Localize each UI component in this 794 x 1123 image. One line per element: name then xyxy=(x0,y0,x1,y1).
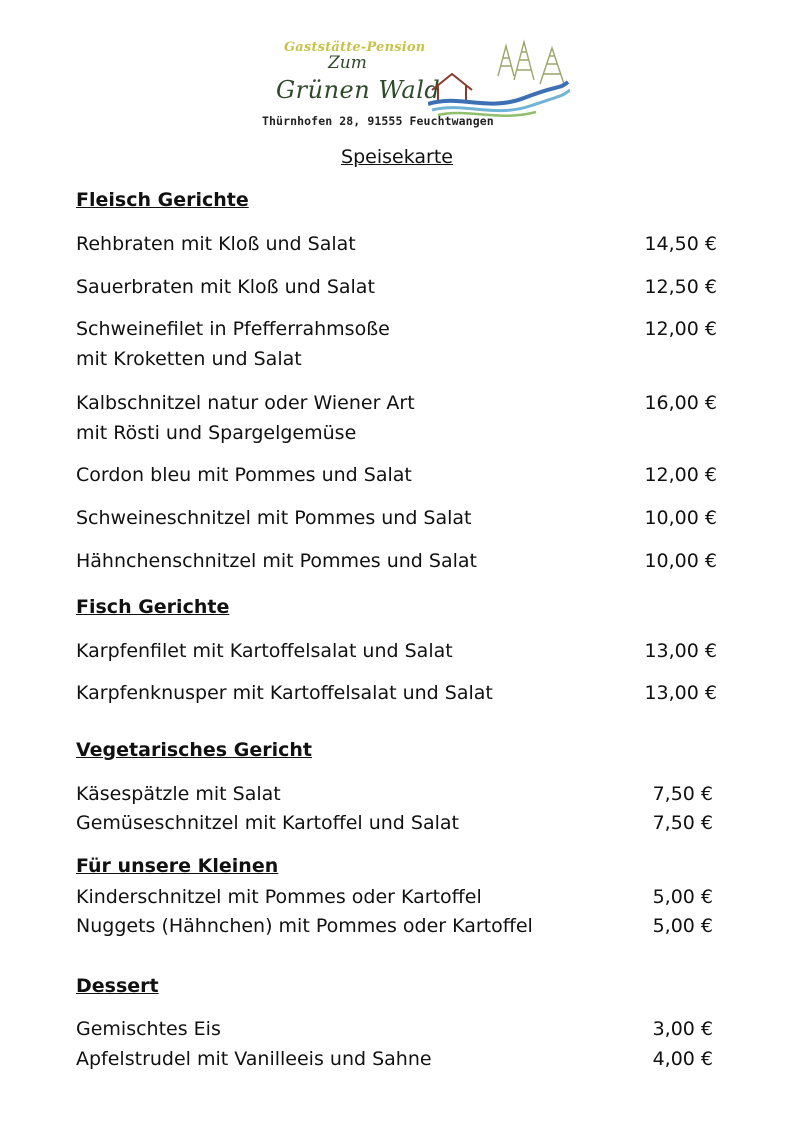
menu-item-name: Gemüseschnitzel mit Kartoffel und Salat xyxy=(76,812,459,834)
menu-item-name: Kinderschnitzel mit Pommes oder Kartoffel xyxy=(76,886,482,908)
menu-item-name: Schweinefilet in Pfefferrahmsoße xyxy=(76,318,390,340)
menu-title: Speisekarte xyxy=(341,146,453,168)
menu-item-price: 5,00 € xyxy=(652,915,713,937)
logo-line-name: Grünen Wald xyxy=(276,76,441,104)
menu-item-price: 10,00 € xyxy=(644,507,717,529)
menu-item-name: Apfelstrudel mit Vanilleeis und Sahne xyxy=(76,1048,432,1070)
menu-item-name: Käsespätzle mit Salat xyxy=(76,783,281,805)
menu-item-name: Karpfenknusper mit Kartoffelsalat und Salat xyxy=(76,682,493,704)
menu-item-name-continued: mit Kroketten und Salat xyxy=(76,348,302,370)
logo-landscape-icon xyxy=(428,38,570,118)
menu-item-price: 13,00 € xyxy=(644,682,717,704)
menu-item-name: Karpfenfilet mit Kartoffelsalat und Salat xyxy=(76,640,453,662)
section-heading-dessert: Dessert xyxy=(76,975,159,997)
menu-item-price: 10,00 € xyxy=(644,550,717,572)
menu-item-price: 3,00 € xyxy=(652,1018,713,1040)
menu-item-price: 4,00 € xyxy=(652,1048,713,1070)
menu-item-price: 7,50 € xyxy=(652,812,713,834)
menu-item-price: 12,00 € xyxy=(644,318,717,340)
menu-item-price: 12,00 € xyxy=(644,464,717,486)
menu-item-price: 14,50 € xyxy=(644,233,717,255)
menu-item-price: 12,50 € xyxy=(644,276,717,298)
menu-item-price: 16,00 € xyxy=(644,392,717,414)
menu-item-name: Kalbschnitzel natur oder Wiener Art xyxy=(76,392,415,414)
logo-line-guesthouse: Gaststätte-Pension xyxy=(284,40,426,55)
menu-item-name: Cordon bleu mit Pommes und Salat xyxy=(76,464,412,486)
logo-line-zum: Zum xyxy=(328,53,367,73)
menu-item-name-continued: mit Rösti und Spargelgemüse xyxy=(76,422,357,444)
menu-item-price: 13,00 € xyxy=(644,640,717,662)
section-heading-vegetarian: Vegetarisches Gericht xyxy=(76,739,312,761)
restaurant-logo xyxy=(258,38,570,130)
menu-item-name: Schweineschnitzel mit Pommes und Salat xyxy=(76,507,472,529)
menu-item-price: 7,50 € xyxy=(652,783,713,805)
section-heading-meat: Fleisch Gerichte xyxy=(76,189,249,211)
menu-item-price: 5,00 € xyxy=(652,886,713,908)
section-heading-fish: Fisch Gerichte xyxy=(76,596,230,618)
menu-item-name: Rehbraten mit Kloß und Salat xyxy=(76,233,356,255)
section-heading-kids: Für unsere Kleinen xyxy=(76,855,279,877)
logo-address: Thürnhofen 28, 91555 Feuchtwangen xyxy=(262,114,494,128)
menu-item-name: Sauerbraten mit Kloß und Salat xyxy=(76,276,375,298)
menu-item-name: Nuggets (Hähnchen) mit Pommes oder Kartoffel xyxy=(76,915,533,937)
menu-item-name: Hähnchenschnitzel mit Pommes und Salat xyxy=(76,550,477,572)
menu-item-name: Gemischtes Eis xyxy=(76,1018,221,1040)
